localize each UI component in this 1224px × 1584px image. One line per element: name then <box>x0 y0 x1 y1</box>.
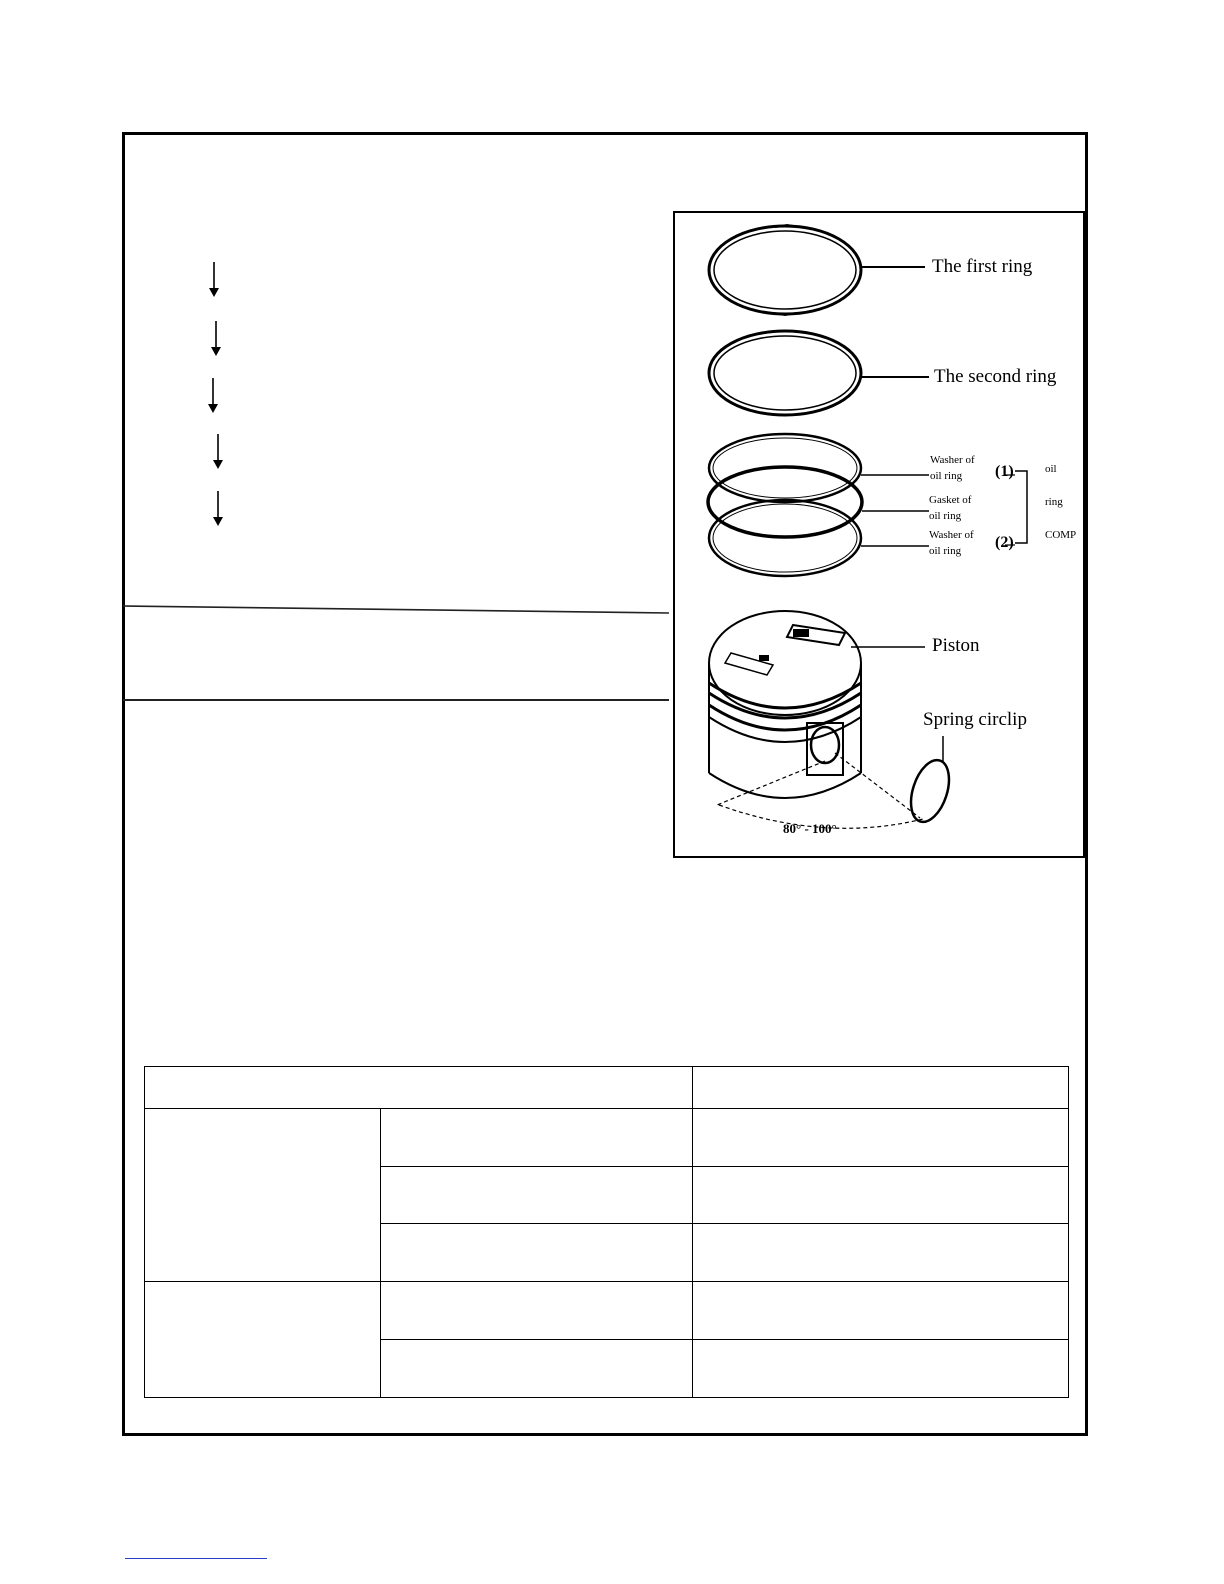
comp-label: COMP <box>1045 529 1077 541</box>
angle-annotation <box>717 753 923 828</box>
table-cell <box>381 1167 693 1224</box>
gasket-label: Gasket of oil ring <box>929 494 972 522</box>
second-ring-label: The second ring <box>934 366 1057 387</box>
table-cell <box>693 1109 1069 1167</box>
table-cell <box>145 1067 693 1109</box>
spring-circlip-label: Spring circlip <box>923 709 1027 730</box>
angle-label: 80° - 100° <box>783 821 837 836</box>
footer-link-underline[interactable] <box>125 1558 267 1559</box>
down-arrow-icon <box>207 262 221 298</box>
down-arrow-icon <box>209 321 223 357</box>
first-ring-label: The first ring <box>932 256 1033 277</box>
first-ring-drawing <box>709 225 861 315</box>
down-arrow-icon <box>206 378 220 414</box>
table-cell <box>145 1282 381 1398</box>
oil-ring-drawing <box>708 434 862 576</box>
table-cell <box>381 1340 693 1398</box>
circlip-drawing <box>904 736 956 827</box>
table-row <box>145 1109 1069 1167</box>
table-row <box>145 1282 1069 1340</box>
piston-drawing <box>709 611 861 798</box>
down-arrow-icon <box>211 434 225 470</box>
ring-label: ring <box>1045 496 1063 508</box>
table-cell <box>693 1067 1069 1109</box>
spec-table <box>144 1066 1069 1398</box>
table-row <box>145 1067 1069 1109</box>
table-cell <box>693 1340 1069 1398</box>
table-cell <box>693 1282 1069 1340</box>
table-cell <box>693 1224 1069 1282</box>
washer-bottom-label: Washer of oil ring <box>929 529 974 557</box>
table-cell <box>381 1282 693 1340</box>
piston-label: Piston <box>932 635 980 656</box>
down-arrow-icon <box>211 491 225 527</box>
piston-ring-diagram <box>675 213 1083 856</box>
oil-label: oil <box>1045 463 1057 475</box>
table-cell <box>381 1109 693 1167</box>
marker-2-label: (2) <box>995 534 1014 551</box>
table-cell <box>145 1109 381 1282</box>
second-ring-drawing <box>709 331 861 415</box>
piston-ring-figure <box>673 211 1085 858</box>
separator-line <box>123 604 673 616</box>
table-cell <box>381 1224 693 1282</box>
marker-1-label: (1) <box>995 463 1014 480</box>
table-cell <box>693 1167 1069 1224</box>
separator-line <box>123 699 669 701</box>
washer-top-label: Washer of oil ring <box>930 454 975 482</box>
